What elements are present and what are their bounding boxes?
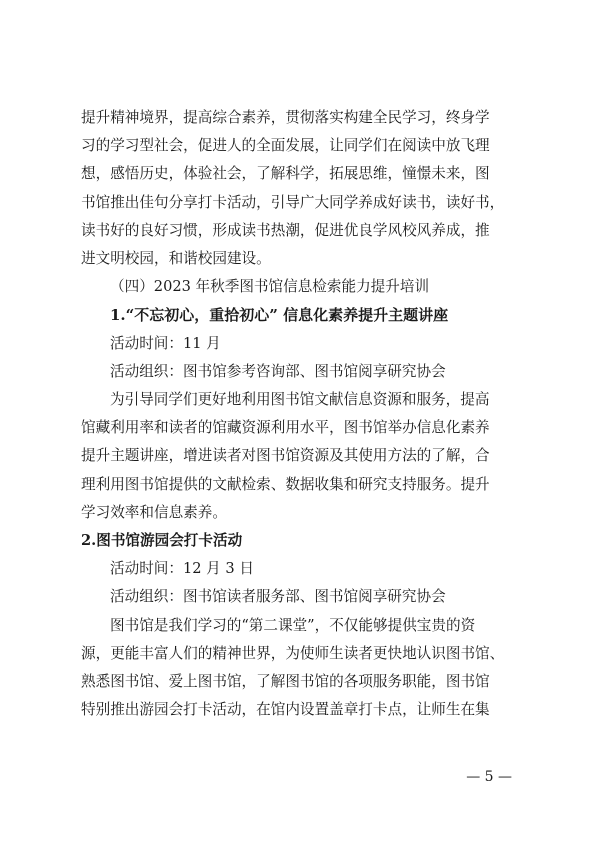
item2-line: 图书馆是我们学习的“第二课堂”，不仅能够提供宝贵的资 [110, 616, 476, 634]
intro-line: 书馆推出佳句分享打卡活动，引导广大同学养成好读书，读好书， [81, 193, 505, 211]
section-heading: （四）2023 年秋季图书馆信息检索能力提升培训 [110, 278, 430, 296]
item1-title: 1.“不忘初心，重拾初心” 信息化素养提升主题讲座 [110, 306, 449, 325]
item2-line: 源，更能丰富人们的精神世界，为使师生读者更快地认识图书馆、 [81, 644, 505, 662]
intro-line: 提升精神境界，提高综合素养，贯彻落实构建全民学习，终身学 [81, 109, 490, 126]
document-body [81, 104, 521, 724]
item1-line: 馆藏利用率和读者的馆藏资源利用水平，图书馆举办信息化素养 [81, 419, 490, 437]
intro-line: 进文明校园，和谐校园建设。 [81, 250, 271, 268]
intro-line: 习的学习型社会，促进人的全面发展，让同学们在阅读中放飞理 [81, 137, 490, 155]
item2-title: 2.图书馆游园会打卡活动 [81, 532, 243, 550]
item2-line: 特别推出游园会打卡活动，在馆内设置盖章打卡点，让师生在集 [81, 701, 490, 719]
item1-line: 提升主题讲座，增进读者对图书馆资源及其使用方法的了解，合 [81, 447, 490, 465]
item1-line: 理利用图书馆提供的文献检索、数据收集和研究支持服务。提升 [81, 475, 490, 493]
item2-org: 活动组织：图书馆读者服务部、图书馆阅享研究协会 [110, 588, 446, 606]
page-number: — 5 — [466, 769, 512, 785]
item1-line: 学习效率和信息素养。 [81, 503, 227, 521]
item2-line: 熟悉图书馆、爱上图书馆，了解图书馆的各项服务职能，图书馆 [81, 673, 490, 691]
item2-time: 活动时间：12 月 3 日 [110, 560, 254, 578]
intro-line: 想，感悟历史，体验社会，了解科学，拓展思维，憧憬未来，图 [81, 165, 490, 183]
intro-line: 读书好的良好习惯，形成读书热潮，促进优良学风校风养成，推 [81, 221, 490, 239]
item1-time: 活动时间：11 月 [110, 334, 221, 352]
item1-line: 为引导同学们更好地利用图书馆文献信息资源和服务，提高 [110, 391, 490, 409]
item1-org: 活动组织：图书馆参考咨询部、图书馆阅享研究协会 [110, 362, 446, 380]
